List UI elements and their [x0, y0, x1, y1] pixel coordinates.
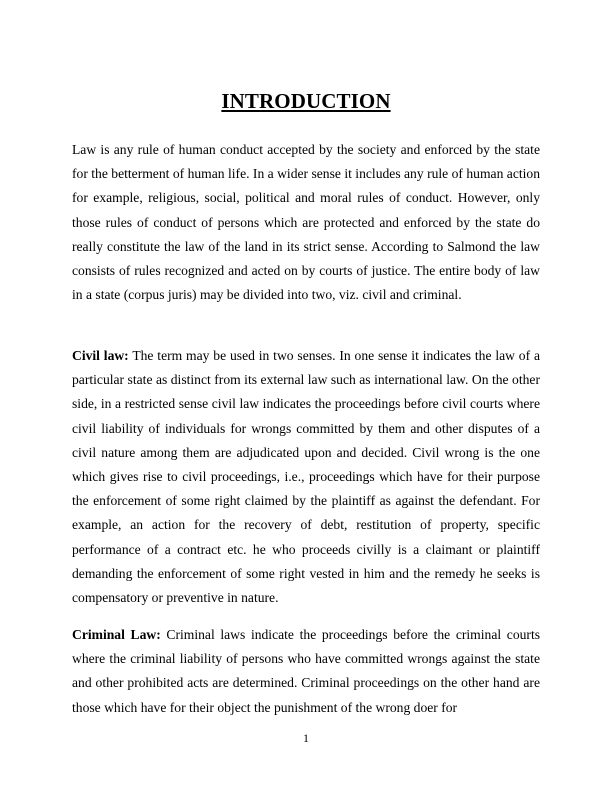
civil-law-heading: Civil law: [72, 348, 129, 363]
page-title: INTRODUCTION [221, 89, 391, 113]
civil-law-paragraph-text: The term may be used in two senses. In one sense it indicates the law of a particular state as distinct from its external law such as international law. On the other side, in a restricted sense civil law indicates the proceedings before civil courts where civil liability of individuals for wrongs committed by them and other disputes of a civil nature among them are adjudicated upon and decided. Civil wrong is the one which gives rise to civil proceedings, i.e., proceedings which have for their purpose the enforcement of some right claimed by the plaintiff as against the defendant. For example, an action for the recovery of debt, restitution of property, specific performance of a contract etc. he who proceeds civilly is a claimant or plaintiff demanding the enforcement of some right vested in him and the remedy he seeks is compensatory or preventive in nature. [72, 348, 540, 606]
criminal-law-paragraph-text: Criminal laws indicate the proceedings before the criminal courts where the criminal liability of persons who have committed wrongs against the state and other prohibited acts are determined. Criminal proceedings on the other hand are those which have for their object the punishment of the wrong doer for [72, 627, 541, 715]
civil-law-paragraph [72, 344, 540, 610]
criminal-law-heading: Criminal Law: [72, 627, 161, 642]
intro-paragraph [72, 138, 540, 307]
page-number: 1 [303, 731, 309, 745]
intro-paragraph-text: Law is any rule of human conduct accepted by the society and enforced by the state for the betterment of human life. In a wider sense it includes any rule of human action for example, religious, social, political and moral rules of conduct. However, only those rules of conduct of persons which are protected and enforced by the state do really constitute the law of the land in its strict sense. According to Salmond the law consists of rules recognized and acted on by courts of justice. The entire body of law in a state (corpus juris) may be divided into two, viz. civil and criminal. [72, 142, 540, 303]
criminal-law-paragraph [72, 623, 540, 720]
